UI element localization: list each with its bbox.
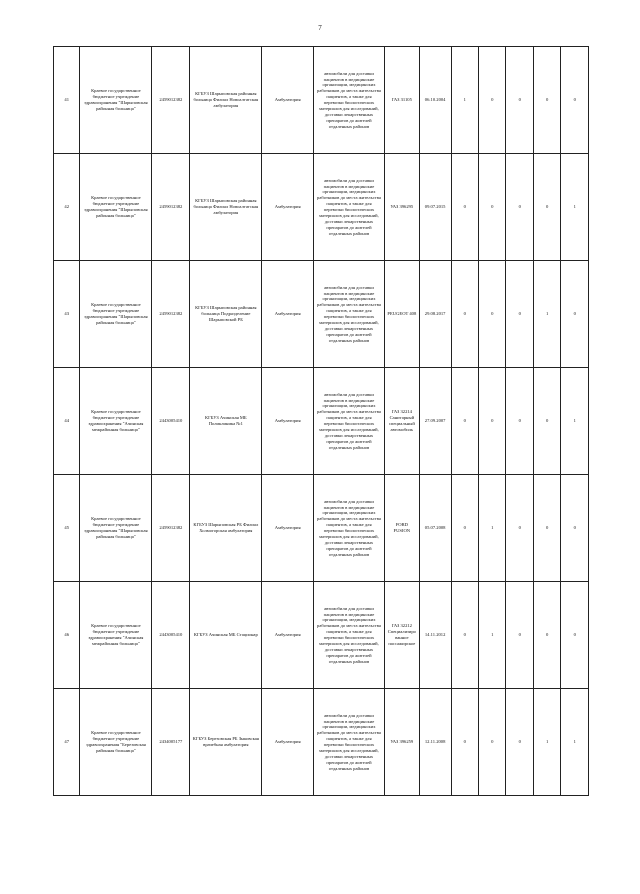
indicator-cell: 1 xyxy=(561,689,589,796)
indicator-cell: 0 xyxy=(451,689,478,796)
vehicle-purpose: автомобили для доставки пациентов в медицинские организации, медицинских работников до места жительства пациентов, а также для перевозки биологических материалов для исследований, доставки лекарственных препаратов до жителей отдаленных районов xyxy=(314,154,385,261)
facility-type: Амбулатория xyxy=(262,368,314,475)
registration-date: 05.07.2008 xyxy=(419,475,451,582)
inn-code: 2459012382 xyxy=(152,261,190,368)
registration-date: 12.11.2008 xyxy=(419,689,451,796)
organization-name: Краевое государственное бюджетное учреждение здравоохранения "Ачинская межрайонная больница" xyxy=(80,368,152,475)
indicator-cell: 0 xyxy=(478,154,505,261)
indicator-cell: 0 xyxy=(506,368,533,475)
vehicle-purpose: автомобили для доставки пациентов в медицинские организации, медицинских работников до места жительства пациентов, а также для перевозки биологических материалов для исследований, доставки лекарственных препаратов до жителей отдаленных районов xyxy=(314,47,385,154)
indicator-cell: 0 xyxy=(533,154,560,261)
inn-code: 2459012382 xyxy=(152,475,190,582)
indicator-cell: 1 xyxy=(478,475,505,582)
indicator-cell: 0 xyxy=(478,368,505,475)
registration-date: 14.11.2012 xyxy=(419,582,451,689)
indicator-cell: 0 xyxy=(533,47,560,154)
organization-name: Краевое государственное бюджетное учреждение здравоохранения "Березовская районная больница" xyxy=(80,689,152,796)
indicator-cell: 0 xyxy=(478,47,505,154)
indicator-cell: 0 xyxy=(561,582,589,689)
organization-name: Краевое государственное бюджетное учреждение здравоохранения "Шарыповская районная больница" xyxy=(80,261,152,368)
inn-code: 2434005177 xyxy=(152,689,190,796)
table-row xyxy=(54,689,589,796)
subdivision-name: КГБУЗ Ачинская МБ Поликлиника №1 xyxy=(190,368,262,475)
vehicle-purpose: автомобили для доставки пациентов в медицинские организации, медицинских работников до места жительства пациентов, а также для перевозки биологических материалов для исследований, доставки лекарственных препаратов до жителей отдаленных районов xyxy=(314,475,385,582)
indicator-cell: 1 xyxy=(451,47,478,154)
vehicle-model: ГАЗ 32214 Санитарный специальный автомобиль xyxy=(384,368,419,475)
vehicle-model: УАЗ 396295 xyxy=(384,154,419,261)
indicator-cell: 0 xyxy=(506,47,533,154)
subdivision-name: КГБУЗ Шарыповская РБ Филиал Холмогорская амбулатория xyxy=(190,475,262,582)
facility-type: Амбулатория xyxy=(262,475,314,582)
vehicle-purpose: автомобили для доставки пациентов в медицинские организации, медицинских работников до места жительства пациентов, а также для перевозки биологических материалов для исследований, доставки лекарственных препаратов до жителей отдаленных районов xyxy=(314,582,385,689)
subdivision-name: КГБУЗ Ачинская МБ Стационар xyxy=(190,582,262,689)
indicator-cell: 0 xyxy=(451,154,478,261)
registration-date: 09.07.2015 xyxy=(419,154,451,261)
indicator-cell: 0 xyxy=(478,261,505,368)
row-number: 41 xyxy=(54,47,80,154)
indicator-cell: 0 xyxy=(478,689,505,796)
facility-type: Амбулатория xyxy=(262,582,314,689)
inn-code: 2443005410 xyxy=(152,368,190,475)
indicator-cell: 0 xyxy=(533,582,560,689)
vehicle-model: ГАЗ 31105 xyxy=(384,47,419,154)
indicator-cell: 0 xyxy=(451,368,478,475)
indicator-cell: 0 xyxy=(561,47,589,154)
table-row xyxy=(54,47,589,154)
table-row xyxy=(54,154,589,261)
indicator-cell: 0 xyxy=(451,475,478,582)
indicator-cell: 0 xyxy=(506,154,533,261)
row-number: 44 xyxy=(54,368,80,475)
vehicle-model: FORD FUSION xyxy=(384,475,419,582)
vehicle-model: ГАЗ 32212 Специализированное пассажирское xyxy=(384,582,419,689)
registration-date: 29.08.2017 xyxy=(419,261,451,368)
indicator-cell: 0 xyxy=(451,261,478,368)
indicator-cell: 0 xyxy=(506,582,533,689)
indicator-cell: 0 xyxy=(533,368,560,475)
indicator-cell: 0 xyxy=(533,475,560,582)
organization-name: Краевое государственное бюджетное учреждение здравоохранения "Шарыповская районная больница" xyxy=(80,47,152,154)
facility-type: Амбулатория xyxy=(262,261,314,368)
subdivision-name: КГБУЗ Березовская РБ Зыковская врачебная амбулатория xyxy=(190,689,262,796)
table-row xyxy=(54,368,589,475)
indicator-cell: 1 xyxy=(533,261,560,368)
vehicle-purpose: автомобили для доставки пациентов в медицинские организации, медицинских работников до места жительства пациентов, а также для перевозки биологических материалов для исследований, доставки лекарственных препаратов до жителей отдаленных районов xyxy=(314,261,385,368)
vehicle-model: PEUGEOT 408 xyxy=(384,261,419,368)
subdivision-name: КГБУЗ Шарыповская районная больница Филиал Новоалтатская амбулатория xyxy=(190,154,262,261)
facility-type: Амбулатория xyxy=(262,47,314,154)
vehicle-purpose: автомобили для доставки пациентов в медицинские организации, медицинских работников до места жительства пациентов, а также для перевозки биологических материалов для исследований, доставки лекарственных препаратов до жителей отдаленных районов xyxy=(314,689,385,796)
registration-date: 27.09.2007 xyxy=(419,368,451,475)
row-number: 43 xyxy=(54,261,80,368)
indicator-cell: 0 xyxy=(561,475,589,582)
indicator-cell: 0 xyxy=(561,261,589,368)
indicator-cell: 1 xyxy=(478,582,505,689)
row-number: 42 xyxy=(54,154,80,261)
row-number: 46 xyxy=(54,582,80,689)
table-row xyxy=(54,261,589,368)
indicator-cell: 0 xyxy=(506,475,533,582)
organization-name: Краевое государственное бюджетное учреждение здравоохранения "Ачинская межрайонная больница" xyxy=(80,582,152,689)
subdivision-name: КГБУЗ Шарыповская районная больница Подразделение Шарыповской РБ xyxy=(190,261,262,368)
page-number: 7 xyxy=(318,24,322,32)
vehicle-registry-table xyxy=(53,46,589,796)
inn-code: 2443005410 xyxy=(152,582,190,689)
row-number: 47 xyxy=(54,689,80,796)
indicator-cell: 0 xyxy=(506,689,533,796)
row-number: 45 xyxy=(54,475,80,582)
inn-code: 2459012382 xyxy=(152,154,190,261)
table-row xyxy=(54,582,589,689)
organization-name: Краевое государственное бюджетное учреждение здравоохранения "Шарыповская районная больница" xyxy=(80,475,152,582)
vehicle-model: УАЗ 396259 xyxy=(384,689,419,796)
table-row xyxy=(54,475,589,582)
indicator-cell: 0 xyxy=(451,582,478,689)
facility-type: Амбулатория xyxy=(262,689,314,796)
indicator-cell: 1 xyxy=(561,154,589,261)
vehicle-purpose: автомобили для доставки пациентов в медицинские организации, медицинских работников до места жительства пациентов, а также для перевозки биологических материалов для исследований, доставки лекарственных препаратов до жителей отдаленных районов xyxy=(314,368,385,475)
subdivision-name: КГБУЗ Шарыповская районная больница Филиал Новоалтатская амбулатория xyxy=(190,47,262,154)
indicator-cell: 0 xyxy=(506,261,533,368)
indicator-cell: 1 xyxy=(561,368,589,475)
inn-code: 2459012382 xyxy=(152,47,190,154)
organization-name: Краевое государственное бюджетное учреждение здравоохранения "Шарыповская районная больница" xyxy=(80,154,152,261)
indicator-cell: 1 xyxy=(533,689,560,796)
facility-type: Амбулатория xyxy=(262,154,314,261)
registration-date: 06.10.2004 xyxy=(419,47,451,154)
